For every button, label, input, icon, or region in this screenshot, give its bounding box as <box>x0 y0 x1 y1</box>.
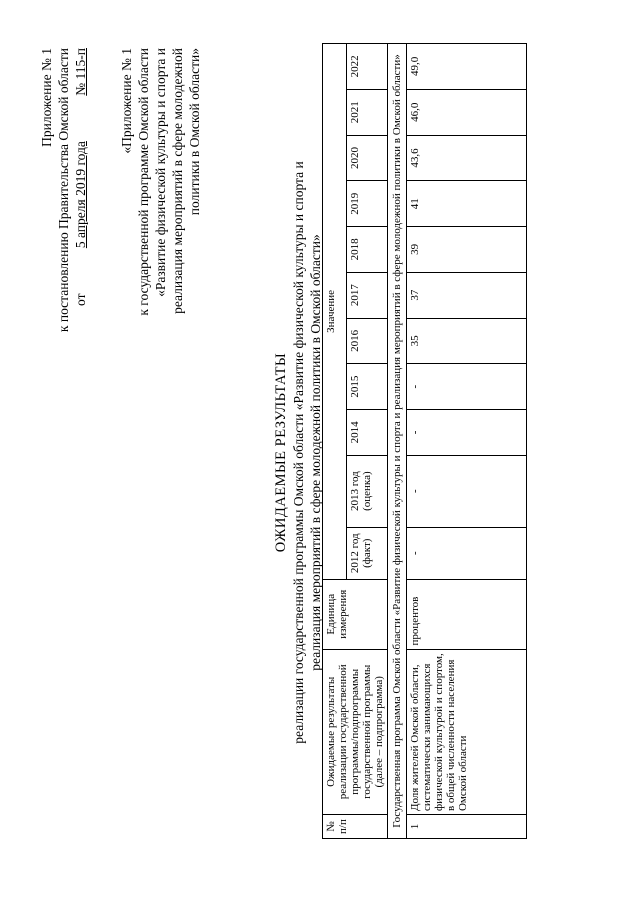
appendix-header <box>38 48 89 478</box>
appendix-quote <box>118 48 203 478</box>
decree-number: № 115-п <box>73 48 88 96</box>
appendix-quote-line-4: реализация мероприятий в сфере молодежной <box>170 48 185 314</box>
year-header: 2018 <box>347 227 388 273</box>
year-header: 2020 <box>347 135 388 181</box>
header-row-1 <box>323 44 347 839</box>
appendix-quote-line-5: политики в Омской области» <box>187 48 202 216</box>
col-unit-header: Единица измерения <box>323 579 388 649</box>
program-row <box>388 44 407 839</box>
year-header: 2022 <box>347 44 388 90</box>
col-result-header: Ожидаемые результаты реализации государственной программы/подпрограммы государственной программы (далее – подпрограмма) <box>323 649 388 815</box>
value-cell: 46,0 <box>407 89 527 135</box>
year-header: 2021 <box>347 89 388 135</box>
from-label: от <box>73 293 88 306</box>
appendix-quote-line-2: к государственной программе Омской области <box>136 48 151 316</box>
value-cell: - <box>407 364 527 410</box>
title-line-2: реализации государственной программы Омской области «Развитие физической культуры и спорта и <box>291 161 306 744</box>
value-cell: 49,0 <box>407 44 527 90</box>
title-heading: ОЖИДАЕМЫЕ РЕЗУЛЬТАТЫ <box>273 352 289 553</box>
year-header: 2014 <box>347 409 388 455</box>
appendix-line-1: Приложение № 1 <box>39 48 54 147</box>
value-cell: - <box>407 409 527 455</box>
value-cell: 39 <box>407 227 527 273</box>
title-line-3: реализация мероприятий в сфере молодежной политики в Омской области» <box>308 234 323 671</box>
unit-cell: процентов <box>407 579 527 649</box>
value-cell: 37 <box>407 272 527 318</box>
col-no-header: № п/п <box>323 815 388 839</box>
year-header: 2012 год (факт) <box>347 527 388 579</box>
value-cell: 35 <box>407 318 527 364</box>
result-description: Доля жителей Омской области, систематически занимающихся физической культурой и спортом, в общей численности населения Омской области <box>407 649 527 815</box>
year-header: 2015 <box>347 364 388 410</box>
results-table <box>322 43 527 839</box>
value-cell: - <box>407 455 527 527</box>
year-header: 2019 <box>347 181 388 227</box>
decree-date: 5 апреля 2019 года <box>73 141 88 249</box>
year-header: 2017 <box>347 272 388 318</box>
appendix-quote-line-1: «Приложение № 1 <box>119 48 134 154</box>
table-row <box>407 44 527 839</box>
appendix-quote-line-3: «Развитие физической культуры и спорта и <box>153 48 168 297</box>
row-number: 1 <box>407 815 527 839</box>
year-header: 2016 <box>347 318 388 364</box>
document-title <box>272 0 324 905</box>
col-value-header: Значение <box>323 44 347 580</box>
value-cell: 43,6 <box>407 135 527 181</box>
appendix-line-2: к постановлению Правительства Омской области <box>56 48 71 333</box>
program-title-cell: Государственная программа Омской области «Развитие физической культуры и спорта и реализация мероприятий в сфере молодежной политики в Омской области» <box>388 44 407 839</box>
appendix-date-line <box>72 48 89 478</box>
value-cell: 41 <box>407 181 527 227</box>
year-header: 2013 год (оценка) <box>347 455 388 527</box>
value-cell: - <box>407 527 527 579</box>
